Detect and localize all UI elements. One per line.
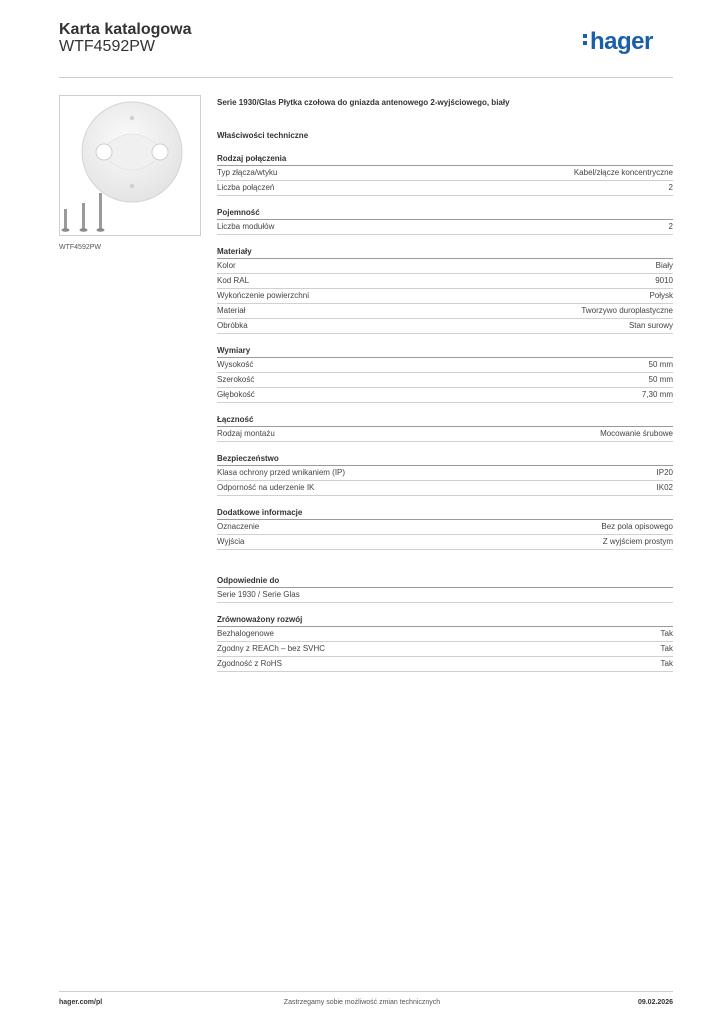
spec-value: Połysk (649, 291, 673, 300)
spec-section-connectivity (217, 413, 673, 442)
spec-value: Bez pola opisowego (601, 522, 673, 531)
spec-row (217, 535, 673, 550)
spec-row (217, 373, 673, 388)
section-heading: Łączność (217, 413, 673, 427)
spec-value: IK02 (656, 483, 673, 492)
spec-label: Bezhalogenowe (217, 629, 274, 638)
spec-value: Z wyjściem prostym (602, 537, 673, 546)
spec-row (217, 274, 673, 289)
spec-value: Tak (660, 644, 673, 653)
spec-label: Wyjścia (217, 537, 245, 546)
spec-row (217, 319, 673, 334)
spec-row (217, 657, 673, 672)
faceplate-illustration-icon (60, 96, 200, 235)
spec-content (217, 96, 673, 672)
spec-label: Materiał (217, 306, 246, 315)
footer-disclaimer: Zastrzegamy sobie możliwość zmian technicznych (283, 999, 441, 1006)
spec-row (217, 466, 673, 481)
spec-label: Odporność na uderzenie IK (217, 483, 315, 492)
spec-label: Typ złącza/wtyku (217, 168, 278, 177)
section-heading: Zrównoważony rozwój (217, 613, 673, 627)
spec-row (217, 181, 673, 196)
spec-value: 2 (668, 183, 673, 192)
spec-value: 7,30 mm (641, 390, 673, 399)
spec-row (217, 520, 673, 535)
hager-logo (590, 28, 653, 56)
spec-label: Oznaczenie (217, 522, 260, 531)
technical-properties-heading: Właściwości techniczne (217, 131, 309, 140)
spec-value: Kabel/złącze koncentryczne (573, 168, 673, 177)
spec-row (217, 481, 673, 496)
suitable-for-section (217, 574, 673, 603)
spec-row (217, 427, 673, 442)
spec-value: 9010 (655, 276, 673, 285)
spec-label: Obróbka (217, 321, 248, 330)
spec-row (217, 166, 673, 181)
header-divider (59, 77, 673, 78)
spec-section-dimensions (217, 344, 673, 403)
section-heading: Odpowiednie do (217, 574, 673, 588)
spec-value: Tak (660, 629, 673, 638)
spec-label: Zgodny z REACh – bez SVHC (217, 644, 326, 653)
logo-dots-icon (583, 34, 587, 48)
footer-divider (59, 991, 673, 992)
spec-label: Klasa ochrony przed wnikaniem (IP) (217, 468, 346, 477)
spec-row (217, 358, 673, 373)
spec-value: IP20 (656, 468, 673, 477)
spec-label: Rodzaj montażu (217, 429, 275, 438)
spec-row (217, 289, 673, 304)
section-heading: Bezpieczeństwo (217, 452, 673, 466)
spec-label: Serie 1930 / Serie Glas (217, 590, 300, 599)
spec-value: 2 (668, 222, 673, 231)
spec-label: Wysokość (217, 360, 254, 369)
spec-row (217, 388, 673, 403)
logo-text: hager (590, 28, 653, 55)
spec-label: Szerokość (217, 375, 255, 384)
section-heading: Rodzaj połączenia (217, 152, 673, 166)
spec-row (217, 588, 673, 603)
spec-row (217, 220, 673, 235)
section-heading: Pojemność (217, 206, 673, 220)
spec-label: Wykończenie powierzchni (217, 291, 309, 300)
document-title: Karta katalogowa (59, 21, 192, 38)
spec-label: Liczba połączeń (217, 183, 275, 192)
spec-section-safety (217, 452, 673, 496)
spec-row (217, 627, 673, 642)
spec-label: Liczba modułów (217, 222, 275, 231)
section-heading: Materiały (217, 245, 673, 259)
product-image (59, 95, 201, 236)
product-code: WTF4592PW (59, 38, 156, 55)
footer-website-link[interactable]: hager.com/pl (59, 999, 103, 1006)
section-heading: Wymiary (217, 344, 673, 358)
spec-section-capacity (217, 206, 673, 235)
sustainability-section (217, 613, 673, 672)
image-caption: WTF4592PW (59, 244, 102, 251)
spec-section-materials (217, 245, 673, 334)
spec-section-connection (217, 152, 673, 196)
spec-value: 50 mm (648, 360, 673, 369)
spec-label: Głębokość (217, 390, 255, 399)
spec-row (217, 304, 673, 319)
spec-value: Tworzywo duroplastyczne (581, 306, 673, 315)
section-heading: Dodatkowe informacje (217, 506, 673, 520)
spec-row (217, 642, 673, 657)
spec-label: Kolor (217, 261, 236, 270)
spec-value: Biały (655, 261, 673, 270)
spec-value: Stan surowy (628, 321, 673, 330)
spec-value: 50 mm (648, 375, 673, 384)
product-title: Serie 1930/Glas Płytka czołowa do gniazda antenowego 2-wyjściowego, biały (217, 98, 510, 107)
spec-section-additional (217, 506, 673, 550)
footer-date: 09.02.2026 (637, 999, 673, 1006)
spec-label: Kod RAL (217, 276, 250, 285)
spec-value: Mocowanie śrubowe (600, 429, 673, 438)
spec-value: Tak (660, 659, 673, 668)
spec-label: Zgodność z RoHS (217, 659, 282, 668)
spec-row (217, 259, 673, 274)
